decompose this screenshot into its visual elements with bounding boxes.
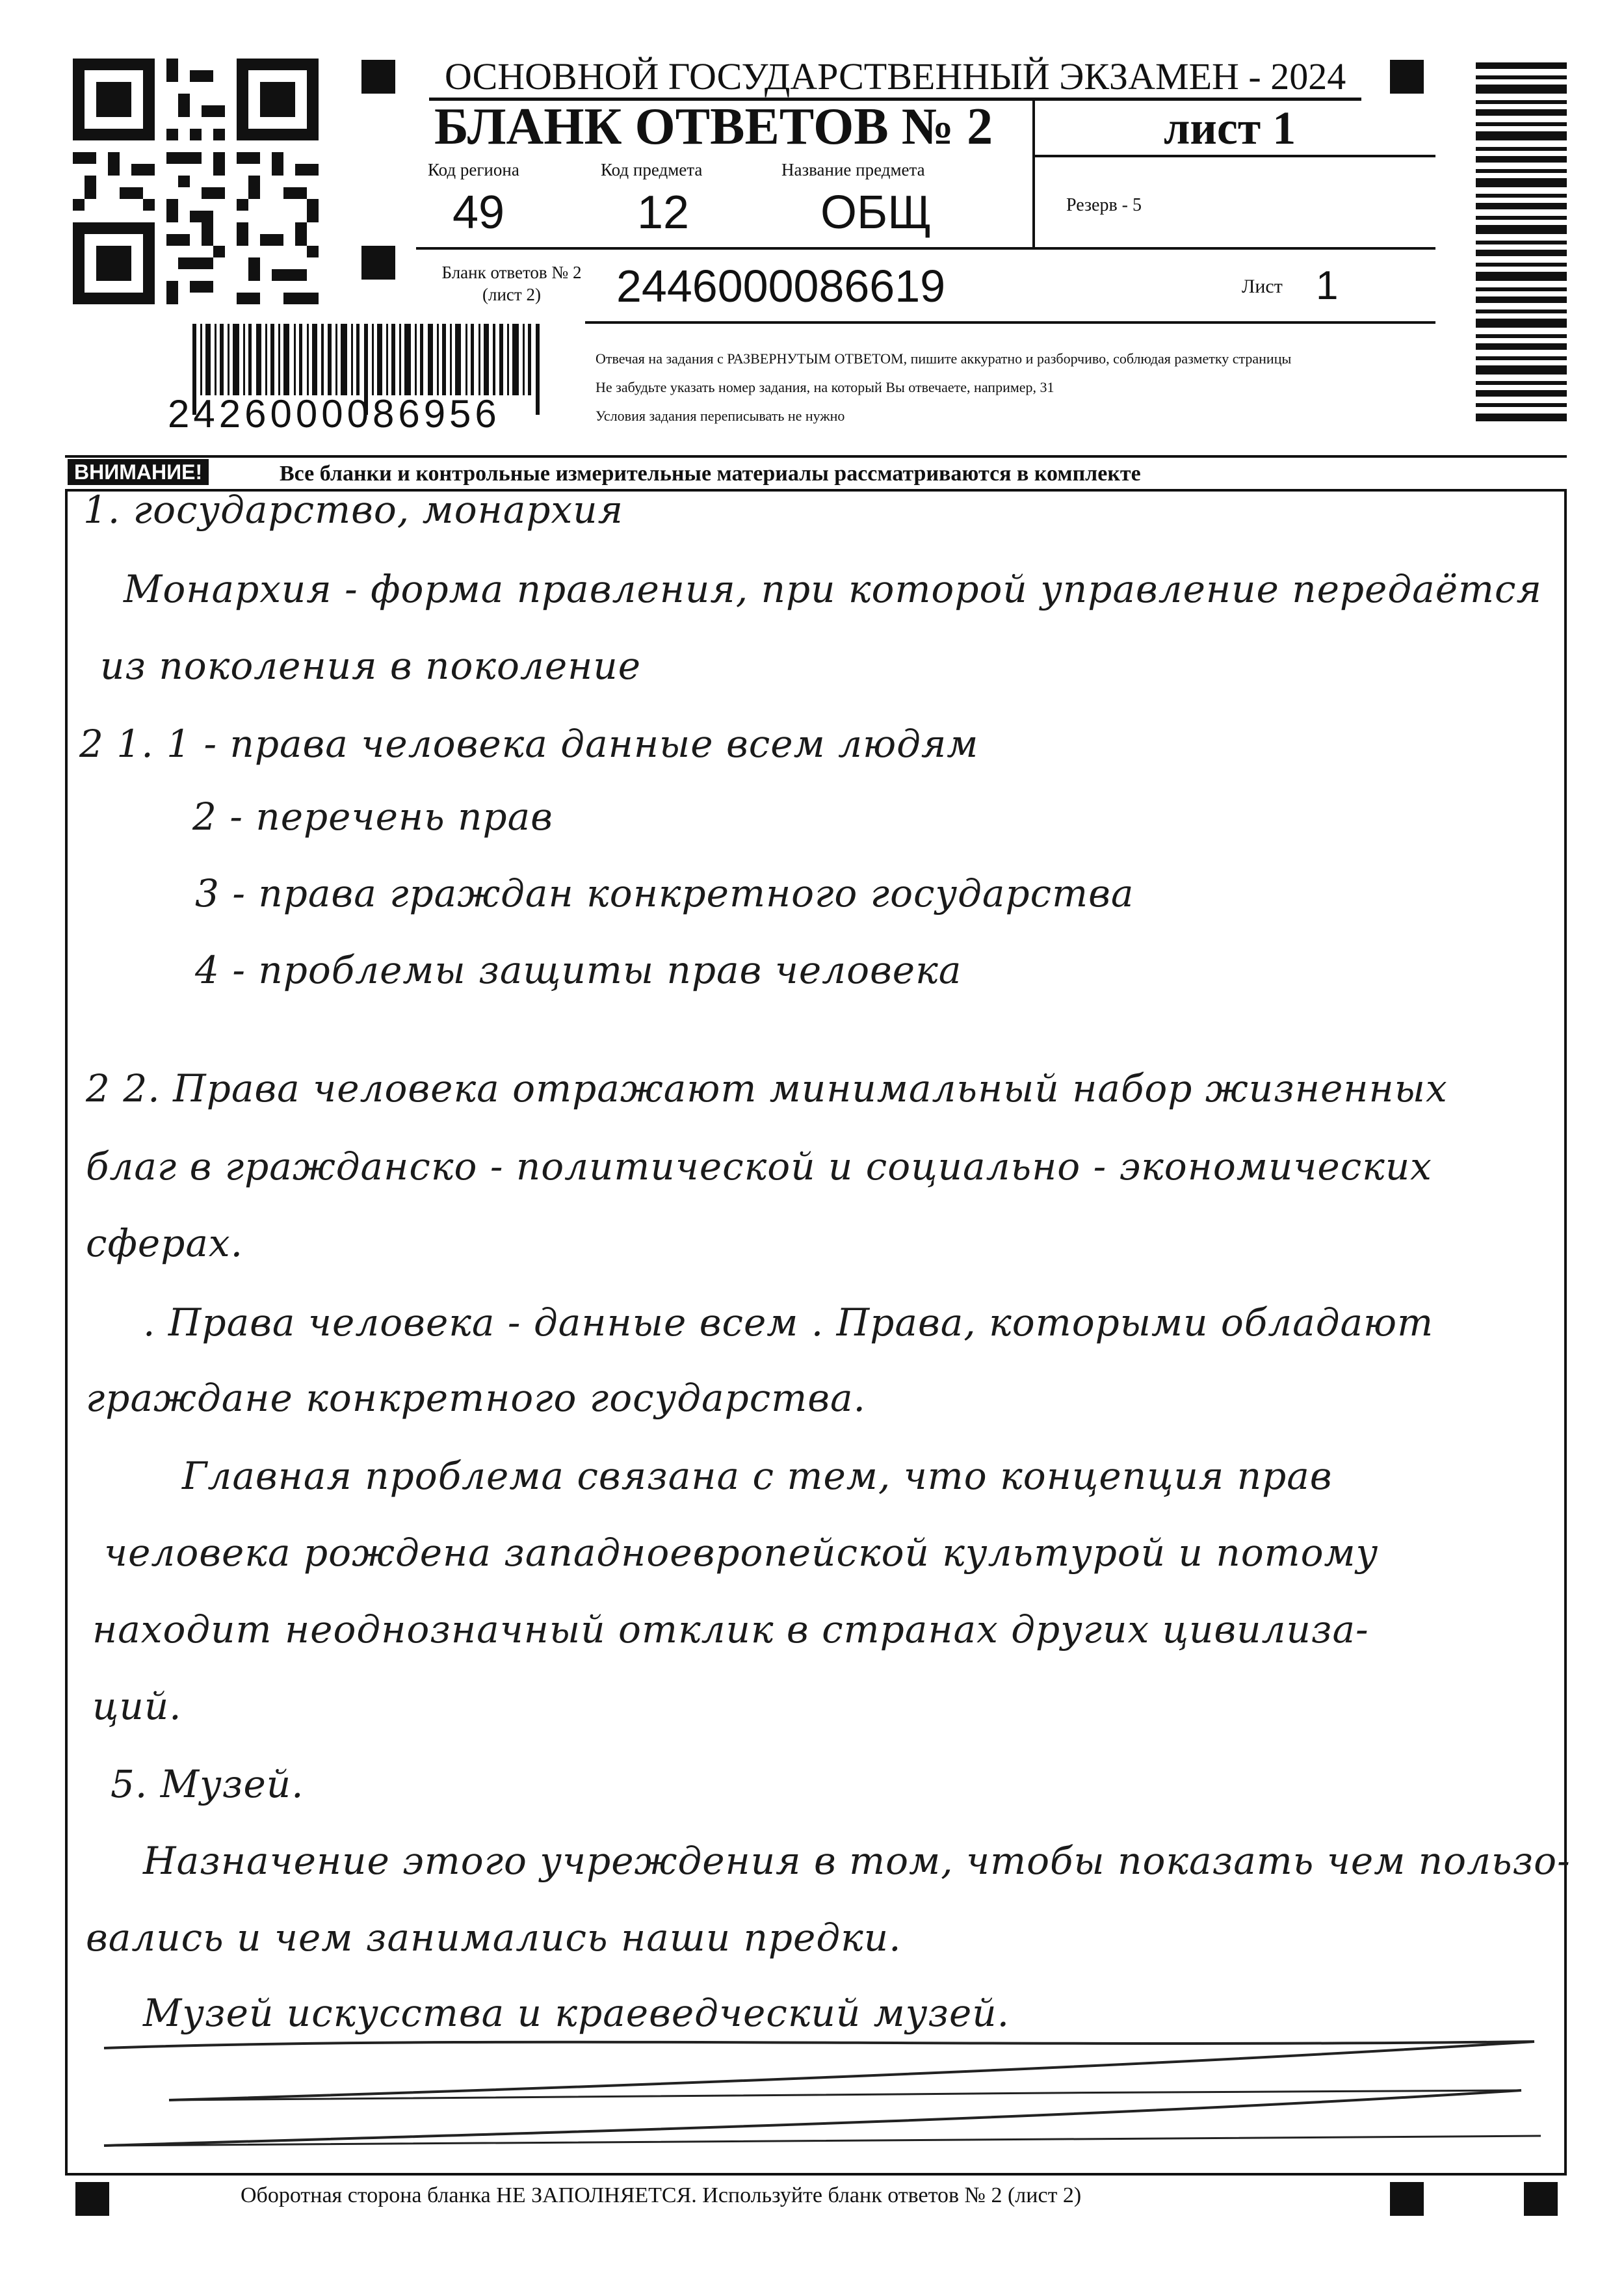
subject-name-value: ОБЩ	[820, 187, 932, 239]
registration-mark	[75, 2182, 109, 2216]
form2-bottom-line	[585, 321, 1435, 324]
answer-line: 4 - проблемы защиты прав человека	[195, 948, 962, 992]
barcode-number: 2426000086956	[168, 392, 501, 436]
sheet-number: 1	[1316, 263, 1339, 308]
instruction-line: Не забудьте указать номер задания, на который Вы отвечаете, например, 31	[596, 379, 1054, 395]
sheet-label: Лист	[1242, 276, 1283, 297]
instruction-line: Условия задания переписывать не нужно	[596, 408, 845, 424]
header-divider	[1032, 101, 1035, 247]
registration-mark	[361, 246, 395, 280]
registration-mark	[361, 60, 395, 94]
region-value: 49	[452, 187, 505, 239]
answer-line: граждане конкретного государства.	[86, 1376, 866, 1420]
registration-mark	[1524, 2182, 1558, 2216]
answer-line: 2 1. 1 - права человека данные всем людям	[79, 722, 979, 766]
codes-bottom-line	[416, 247, 1435, 250]
exam-title: ОСНОВНОЙ ГОСУДАРСТВЕННЫЙ ЭКЗАМЕН - 2024	[445, 55, 1346, 98]
header-row-line	[1032, 155, 1435, 157]
answer-line: . Права человека - данные всем . Права, которыми обладают	[143, 1300, 1434, 1345]
answer-line: Музей искусства и краеведческий музей.	[143, 1991, 1010, 2035]
side-barcode	[1476, 62, 1567, 421]
answer-line: человека рождена западноевропейской культурой и потому	[104, 1531, 1379, 1575]
subject-name-label: Название предмета	[781, 160, 925, 179]
answer-line: 2 2. Права человека отражают минимальный набор жизненных	[86, 1066, 1448, 1111]
subject-code-label: Код предмета	[601, 160, 703, 179]
answer-line: Монархия - форма правления, при которой управление передаётся	[124, 567, 1542, 611]
form2-number: 2446000086619	[616, 261, 946, 311]
answer-line: сферах.	[86, 1221, 244, 1265]
warning-text: Все бланки и контрольные измерительные материалы рассматриваются в комплекте	[280, 462, 1141, 486]
reserve-field: Резерв - 5	[1066, 195, 1142, 215]
registration-mark	[1390, 2182, 1424, 2216]
region-label: Код региона	[428, 160, 519, 179]
answer-line: Назначение этого учреждения в том, чтобы показать чем пользо-	[143, 1839, 1571, 1883]
answer-line: благ в гражданско - политической и социально - экономических	[86, 1144, 1432, 1189]
footer-note: Оборотная сторона бланка НЕ ЗАПОЛНЯЕТСЯ. Используйте бланк ответов № 2 (лист 2)	[241, 2183, 1082, 2207]
answer-line: 3 - права граждан конкретного государства	[195, 871, 1134, 915]
instructions	[596, 345, 1291, 430]
registration-mark	[1390, 60, 1424, 94]
form-title: БЛАНК ОТВЕТОВ № 2	[434, 98, 993, 155]
warning-badge: ВНИМАНИЕ!	[68, 459, 209, 485]
z-strike-lines	[91, 2029, 1547, 2159]
answer-line: ций.	[92, 1684, 182, 1728]
form2-label	[419, 261, 605, 306]
form2-label-line1: Бланк ответов № 2	[441, 263, 582, 282]
answer-line: находит неоднозначный отклик в странах других цивилиза-	[92, 1607, 1369, 1651]
answer-line: Главная проблема связана с тем, что концепция прав	[182, 1454, 1333, 1498]
answer-line: вались и чем занимались наши предки.	[86, 1915, 902, 1960]
instruction-line: Отвечая на задания с РАЗВЕРНУТЫМ ОТВЕТОМ, пишите аккуратно и разборчиво, соблюдая разметку страницы	[596, 350, 1292, 367]
answer-line: 5. Музей.	[111, 1762, 304, 1806]
form2-label-line2: (лист 2)	[482, 285, 541, 304]
answer-line: 2 - перечень прав	[192, 795, 553, 839]
sheet-title: лист 1	[1164, 102, 1296, 154]
warning-top-line	[65, 455, 1567, 458]
subject-code-value: 12	[637, 187, 690, 239]
qr-code	[73, 59, 319, 304]
answer-line: 1. государство, монархия	[83, 488, 624, 532]
answer-line: из поколения в поколение	[100, 644, 642, 688]
